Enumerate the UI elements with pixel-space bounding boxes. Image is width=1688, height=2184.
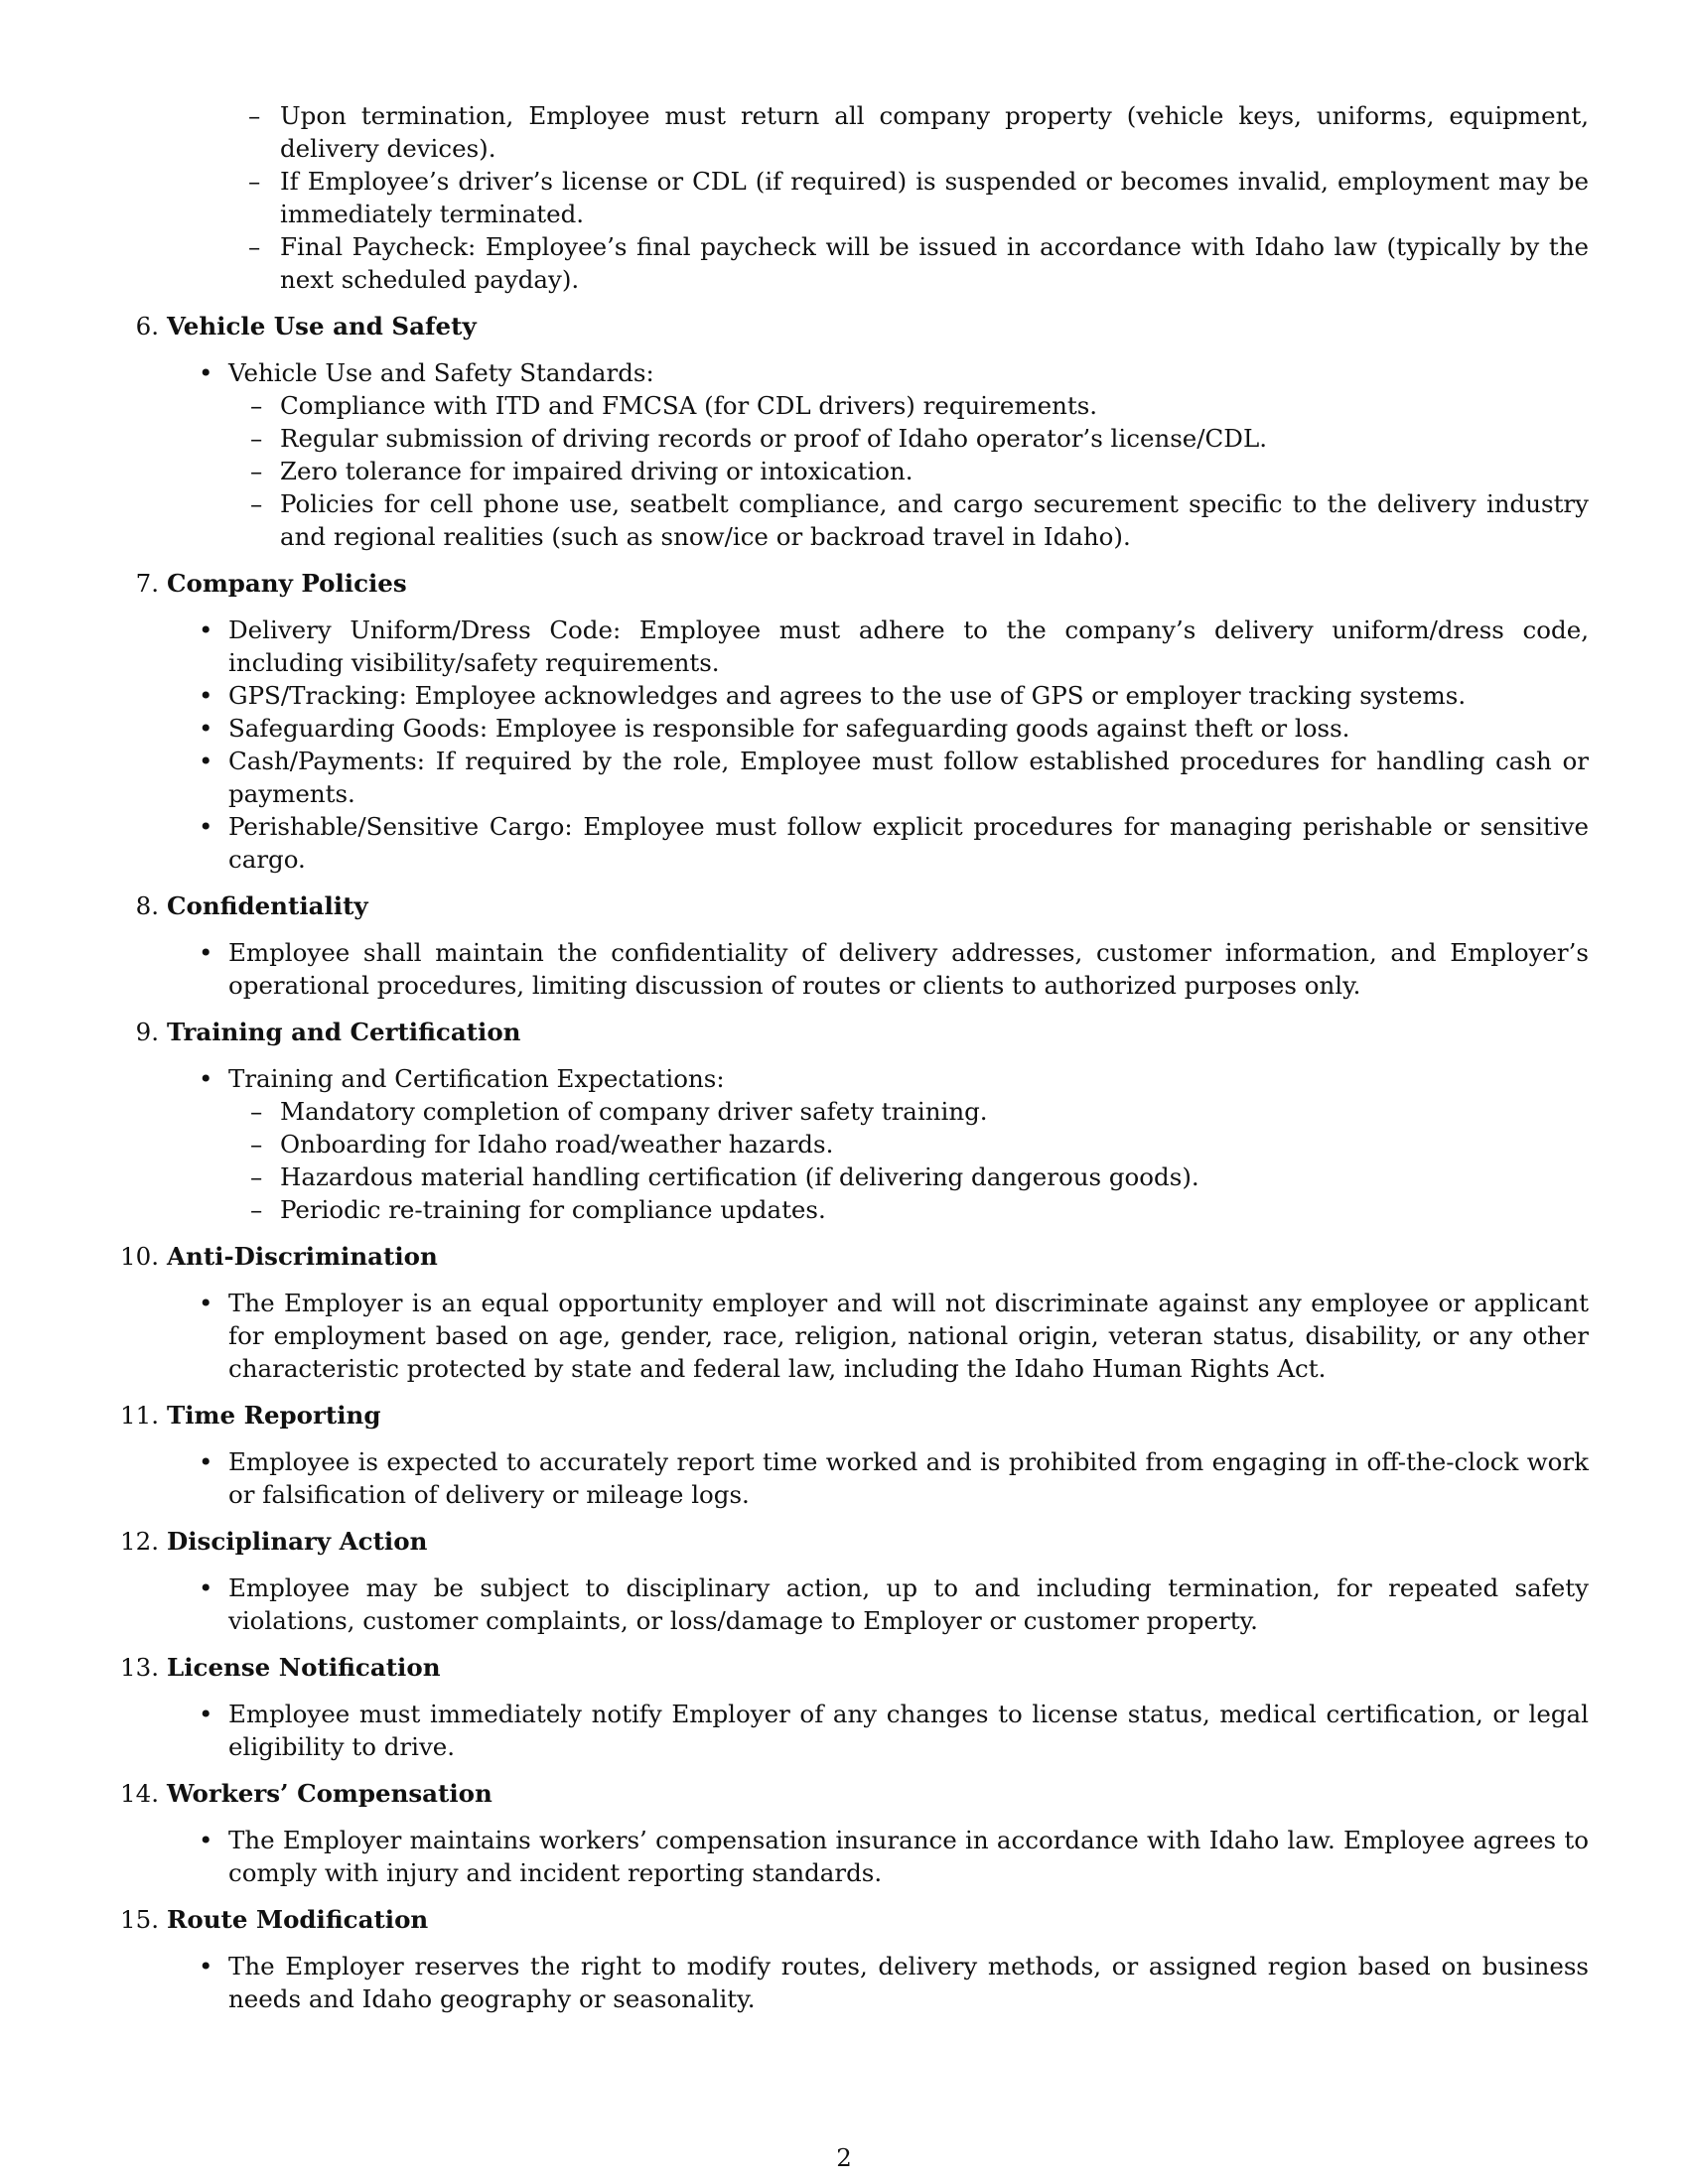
section-14 xyxy=(120,1777,1589,1889)
section-title: Time Reporting xyxy=(167,1401,381,1430)
section-number: 14. xyxy=(120,1779,159,1808)
bullet-text: Training and Certification Expectations: xyxy=(228,1064,725,1093)
bullet-list xyxy=(167,1571,1589,1637)
section-title: Workers’ Compensation xyxy=(167,1779,492,1808)
bullet-list xyxy=(167,1950,1589,2015)
section-number: 8. xyxy=(135,891,159,920)
continuation-item: – If Employee’s driver’s license or CDL (if required) is suspended or becomes invalid, employment may be immediately terminated. xyxy=(167,165,1589,230)
section-title: Training and Certification xyxy=(167,1018,521,1046)
section-number: 7. xyxy=(135,569,159,598)
section-title: Route Modification xyxy=(167,1905,429,1934)
section-heading xyxy=(120,1903,1589,1936)
section-title: Anti-Discrimination xyxy=(167,1242,438,1271)
sections-container xyxy=(120,310,1589,2015)
bullet-item xyxy=(167,614,1589,679)
continuation-item: – Upon termination, Employee must return all company property (vehicle keys, uniforms, equipment, delivery devices). xyxy=(167,99,1589,165)
bullet-item xyxy=(167,1824,1589,1889)
section-heading xyxy=(135,310,1589,342)
section-heading xyxy=(120,1777,1589,1810)
bullet-text: The Employer is an equal opportunity employer and will not discriminate against any employee or applicant for employment based on age, gender, race, religion, national origin, veteran status, disability, or any other characteristic protected by state and federal law, including the Idaho Human Rights Act. xyxy=(228,1289,1589,1383)
section-title: License Notification xyxy=(167,1653,441,1682)
bullet-item xyxy=(167,1698,1589,1763)
continuation-item: – Final Paycheck: Employee’s final paycheck will be issued in accordance with Idaho law (typically by the next scheduled payday). xyxy=(167,230,1589,296)
sub-item: – Compliance with ITD and FMCSA (for CDL drivers) requirements. xyxy=(228,389,1589,422)
bullet-list xyxy=(167,1445,1589,1511)
bullet-list xyxy=(167,1698,1589,1763)
bullet-text: Employee is expected to accurately report time worked and is prohibited from engaging in off-the-clock work or falsification of delivery or mileage logs. xyxy=(228,1447,1589,1509)
sub-list xyxy=(228,1095,1589,1226)
bullet-item xyxy=(167,679,1589,712)
section-number: 6. xyxy=(135,312,159,341)
bullet-item xyxy=(167,1287,1589,1385)
section-8 xyxy=(135,889,1589,1002)
bullet-item xyxy=(167,1445,1589,1511)
sub-item: – Policies for cell phone use, seatbelt compliance, and cargo securement specific to the delivery industry and regional realities (such as snow/ice or backroad travel in Idaho). xyxy=(228,487,1589,553)
section-number: 15. xyxy=(120,1905,159,1934)
section-number: 9. xyxy=(135,1018,159,1046)
section-number: 13. xyxy=(120,1653,159,1682)
sub-item: – Regular submission of driving records or proof of Idaho operator’s license/CDL. xyxy=(228,422,1589,455)
section-10 xyxy=(120,1240,1589,1385)
bullet-text: Vehicle Use and Safety Standards: xyxy=(228,358,654,387)
bullet-item xyxy=(167,810,1589,876)
sub-item: – Zero tolerance for impaired driving or intoxication. xyxy=(228,455,1589,487)
section-heading xyxy=(120,1240,1589,1273)
bullet-text: Employee may be subject to disciplinary action, up to and including termination, for repeated safety violations, customer complaints, or loss/damage to Employer or customer property. xyxy=(228,1573,1589,1635)
bullet-text: Perishable/Sensitive Cargo: Employee must follow explicit procedures for managing perishable or sensitive cargo. xyxy=(228,812,1589,874)
document-body xyxy=(120,99,1589,2015)
bullet-text: GPS/Tracking: Employee acknowledges and agrees to the use of GPS or employer tracking systems. xyxy=(228,681,1467,710)
section-7 xyxy=(135,567,1589,876)
bullet-list xyxy=(167,1824,1589,1889)
section-title: Disciplinary Action xyxy=(167,1527,428,1556)
sub-item: – Onboarding for Idaho road/weather hazards. xyxy=(228,1128,1589,1160)
bullet-list xyxy=(167,936,1589,1002)
bullet-text: The Employer reserves the right to modify routes, delivery methods, or assigned region based on business needs and Idaho geography or seasonality. xyxy=(228,1952,1589,2013)
section-heading xyxy=(135,889,1589,922)
section-number: 11. xyxy=(120,1401,159,1430)
section-15 xyxy=(120,1903,1589,2015)
bullet-item xyxy=(167,745,1589,810)
section-12 xyxy=(120,1525,1589,1637)
section-6 xyxy=(135,310,1589,553)
section-13 xyxy=(120,1651,1589,1763)
sub-item: – Mandatory completion of company driver safety training. xyxy=(228,1095,1589,1128)
section-heading xyxy=(120,1399,1589,1432)
continuation-list xyxy=(167,99,1589,296)
bullet-list xyxy=(167,1062,1589,1226)
bullet-item xyxy=(167,1950,1589,2015)
bullet-text: The Employer maintains workers’ compensation insurance in accordance with Idaho law. Employee agrees to comply with injury and incident reporting standards. xyxy=(228,1826,1589,1887)
section-11 xyxy=(120,1399,1589,1511)
bullet-list xyxy=(167,356,1589,553)
bullet-item xyxy=(167,1062,1589,1226)
section-title: Vehicle Use and Safety xyxy=(167,312,477,341)
bullet-item xyxy=(167,1571,1589,1637)
bullet-text: Employee shall maintain the confidentiality of delivery addresses, customer information, and Employer’s operational procedures, limiting discussion of routes or clients to authorized purposes only. xyxy=(228,938,1589,1000)
section-heading xyxy=(120,1525,1589,1558)
bullet-item xyxy=(167,712,1589,745)
sub-item: – Periodic re-training for compliance updates. xyxy=(228,1193,1589,1226)
bullet-item xyxy=(167,936,1589,1002)
bullet-text: Employee must immediately notify Employer of any changes to license status, medical certification, or legal eligibility to drive. xyxy=(228,1700,1589,1761)
sub-item: – Hazardous material handling certification (if delivering dangerous goods). xyxy=(228,1160,1589,1193)
bullet-text: Delivery Uniform/Dress Code: Employee must adhere to the company’s delivery uniform/dress code, including visibility/safety requirements. xyxy=(228,615,1589,677)
section-9 xyxy=(135,1016,1589,1226)
section-number: 10. xyxy=(120,1242,159,1271)
bullet-text: Cash/Payments: If required by the role, Employee must follow established procedures for handling cash or payments. xyxy=(228,747,1589,808)
bullet-list xyxy=(167,614,1589,876)
bullet-text: Safeguarding Goods: Employee is responsible for safeguarding goods against theft or loss. xyxy=(228,714,1350,743)
section-heading xyxy=(135,1016,1589,1048)
section-title: Company Policies xyxy=(167,569,407,598)
section-number: 12. xyxy=(120,1527,159,1556)
bullet-list xyxy=(167,1287,1589,1385)
sub-list xyxy=(228,389,1589,553)
section-heading xyxy=(120,1651,1589,1684)
bullet-item xyxy=(167,356,1589,553)
page-number: 2 xyxy=(836,2143,852,2172)
section-heading xyxy=(135,567,1589,600)
section-title: Confidentiality xyxy=(167,891,368,920)
